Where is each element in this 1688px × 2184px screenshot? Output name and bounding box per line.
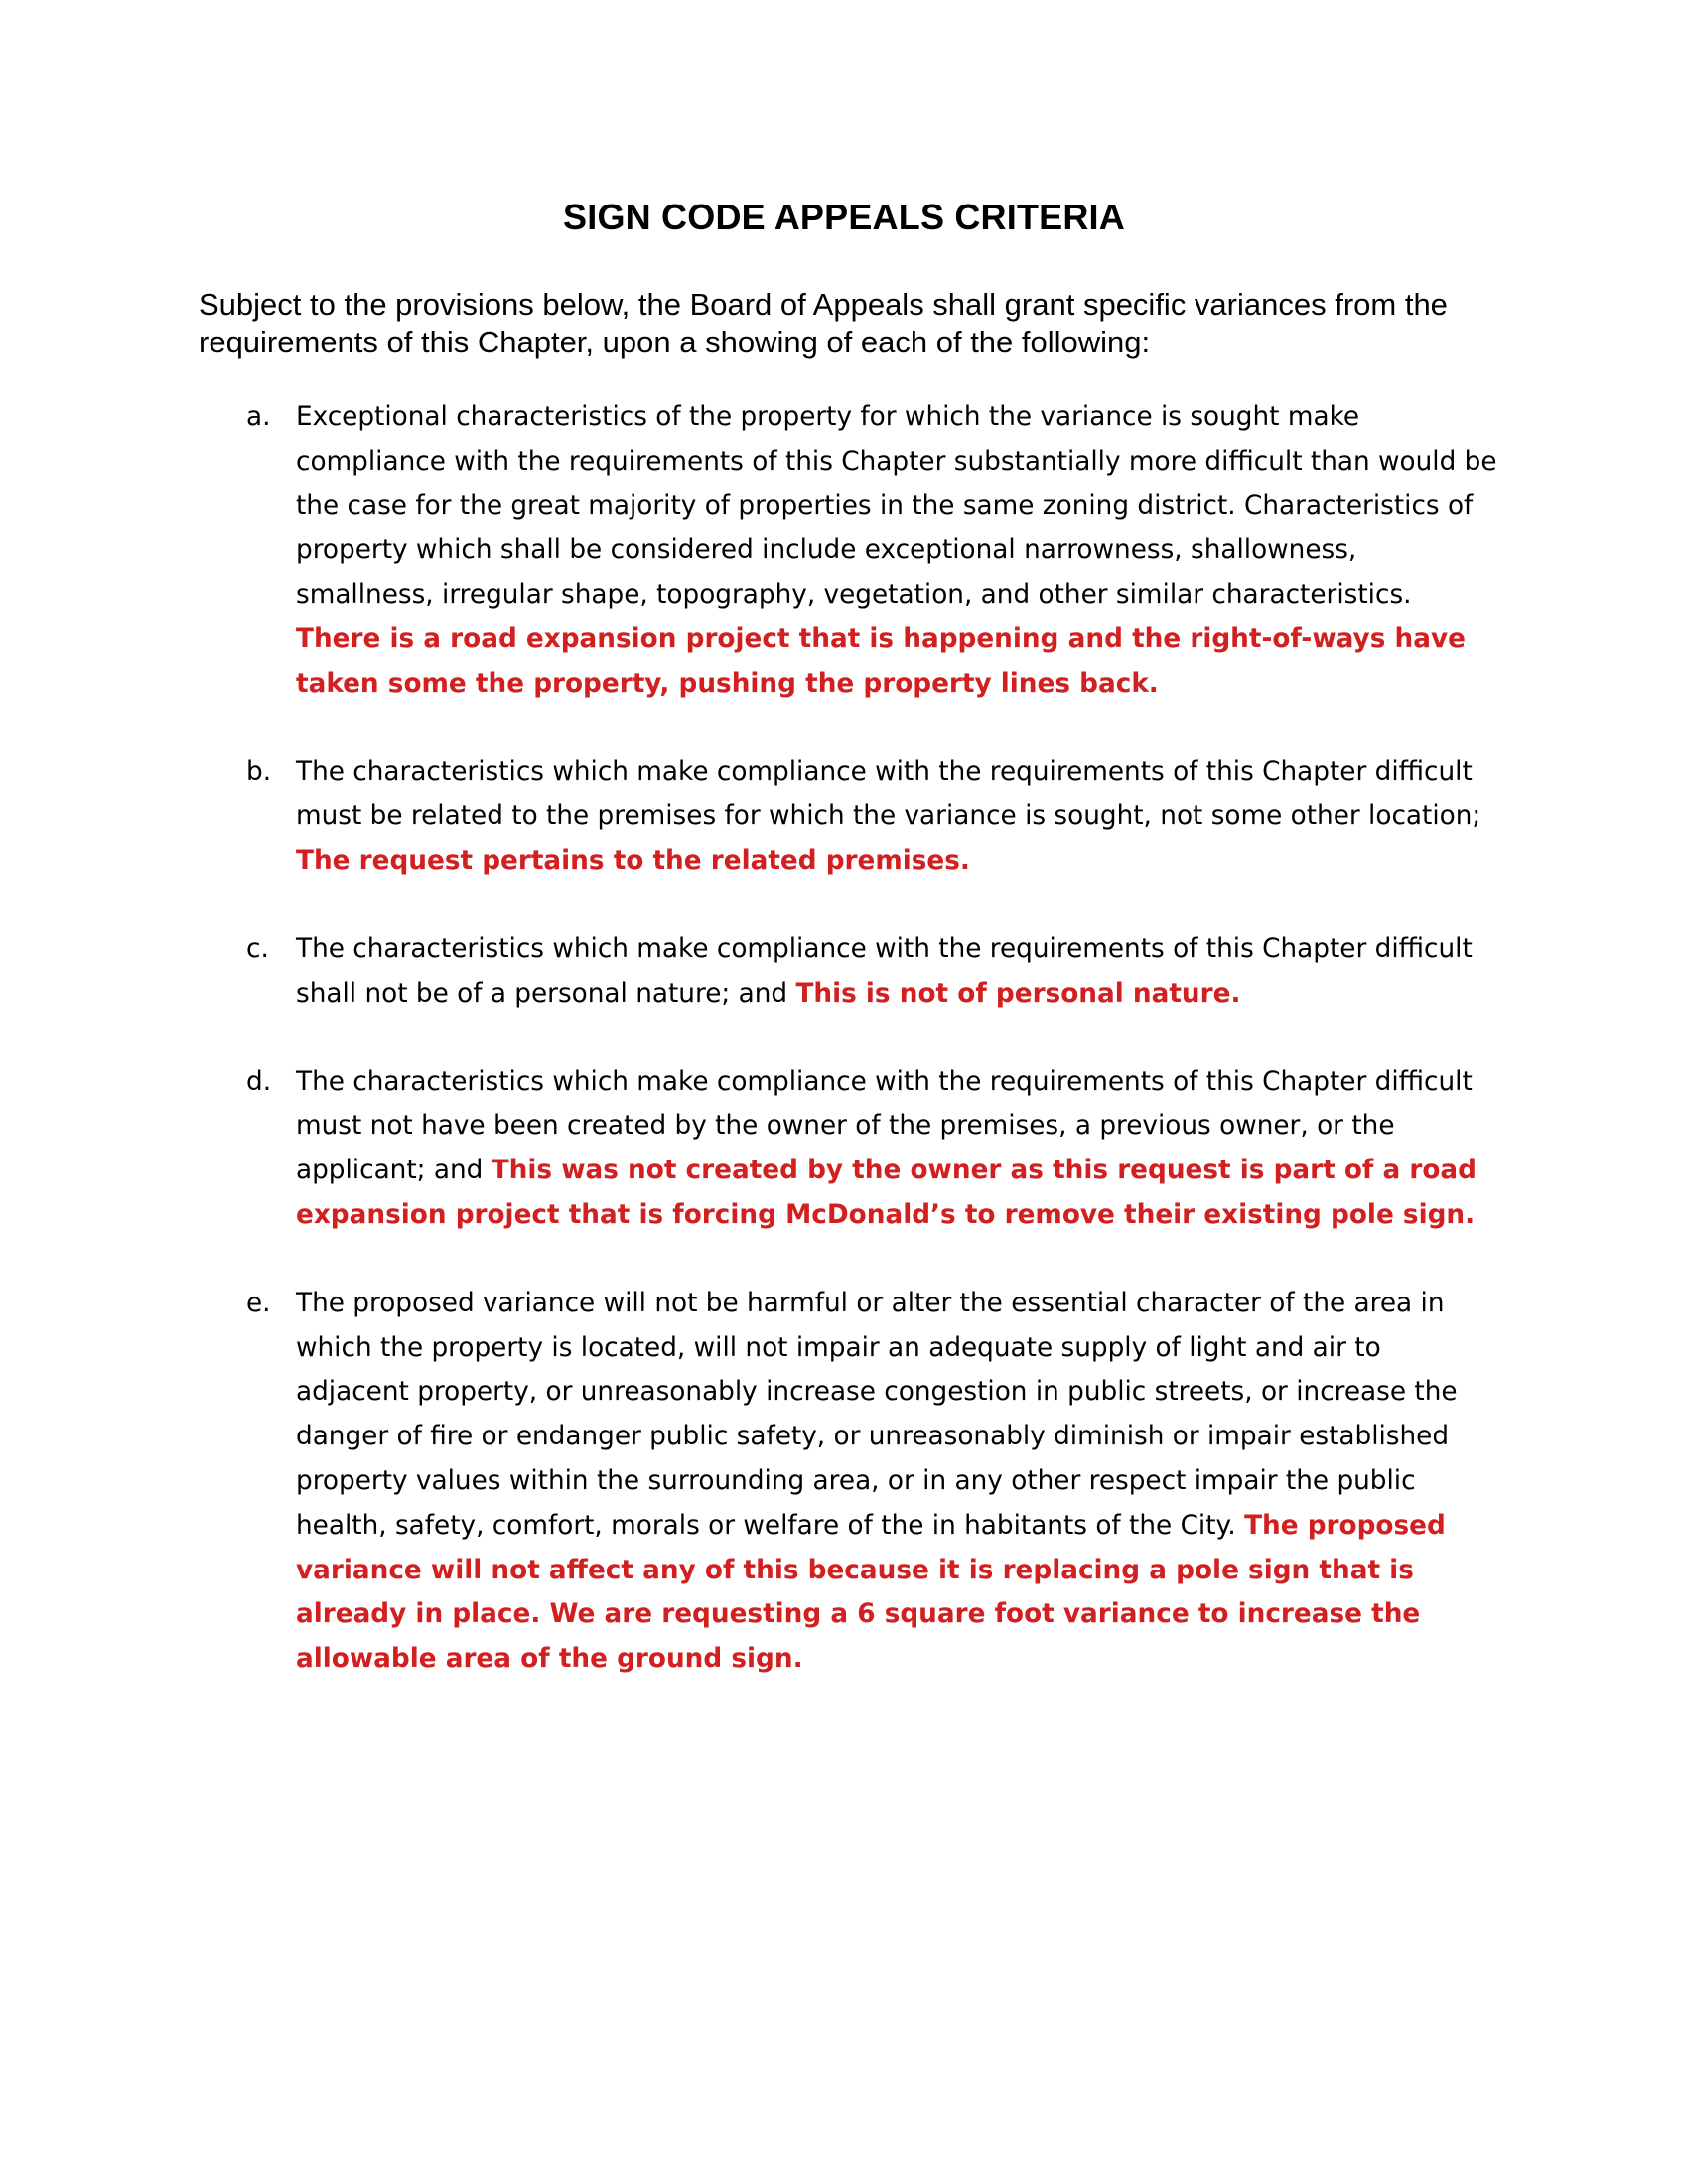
criterion-marker: d. (246, 1066, 272, 1097)
criterion-b (246, 751, 1497, 884)
criterion-text: The characteristics which make compliance with the requirements of this Chapter difficult must be related to the premises for which the variance is sought, not some other location; (296, 756, 1481, 832)
criterion-text: The characteristics which make compliance with the requirements of this Chapter difficult shall not be of a personal nature; and (296, 933, 1473, 1009)
criterion-response: The request pertains to the related premises. (296, 846, 970, 877)
criteria-list (246, 395, 1497, 1725)
criterion-response: The proposed variance will not affect any of this because it is replacing a pole sign that is already in place. We are requesting a 6 square foot variance to increase the allowable area of the ground sign. (296, 1510, 1446, 1675)
criterion-a (246, 395, 1497, 707)
criterion-c (246, 927, 1497, 1017)
criterion-marker: b. (246, 756, 272, 787)
criterion-response: This is not of personal nature. (795, 978, 1241, 1009)
criterion-marker: a. (246, 402, 271, 432)
criterion-marker: c. (246, 933, 269, 964)
criterion-text: Exceptional characteristics of the property for which the variance is sought make compliance with the requirements of this Chapter substantially more difficult than would be the case for the great majority of properties in the same zoning district. Characteristics of property which shall be considered include exceptional narrowness, shallowness, smallness, irregular shape, topography, vegetation, and other similar characteristics. (296, 402, 1497, 611)
criterion-response: There is a road expansion project that is happening and the right-of-ways have taken some the property, pushing the property lines back. (296, 623, 1466, 699)
intro-paragraph: Subject to the provisions below, the Board of Appeals shall grant specific variances from the requirements of this Chapter, upon a showing of each of the following: (199, 287, 1448, 359)
criterion-text: The proposed variance will not be harmful or alter the essential character of the area in which the property is located, will not impair an adequate supply of light and air to adjacent property, or unreasonably increase congestion in public streets, or increase the danger of fire or endanger public safety, or unreasonably diminish or impair established property values within the surrounding area, or in any other respect impair the public health, safety, comfort, morals or welfare of the in habitants of the City. (296, 1288, 1458, 1541)
criterion-marker: e. (246, 1288, 271, 1318)
criterion-response: This was not created by the owner as this request is part of a road expansion project that is forcing McDonald’s to remove their existing pole sign. (296, 1156, 1477, 1230)
criterion-d (246, 1060, 1497, 1238)
criterion-text: The characteristics which make compliance with the requirements of this Chapter difficult must not have been created by the owner of the premises, a previous owner, or the applicant; and (296, 1066, 1473, 1186)
document-title: SIGN CODE APPEALS CRITERIA (563, 197, 1125, 237)
criterion-e (246, 1282, 1497, 1682)
